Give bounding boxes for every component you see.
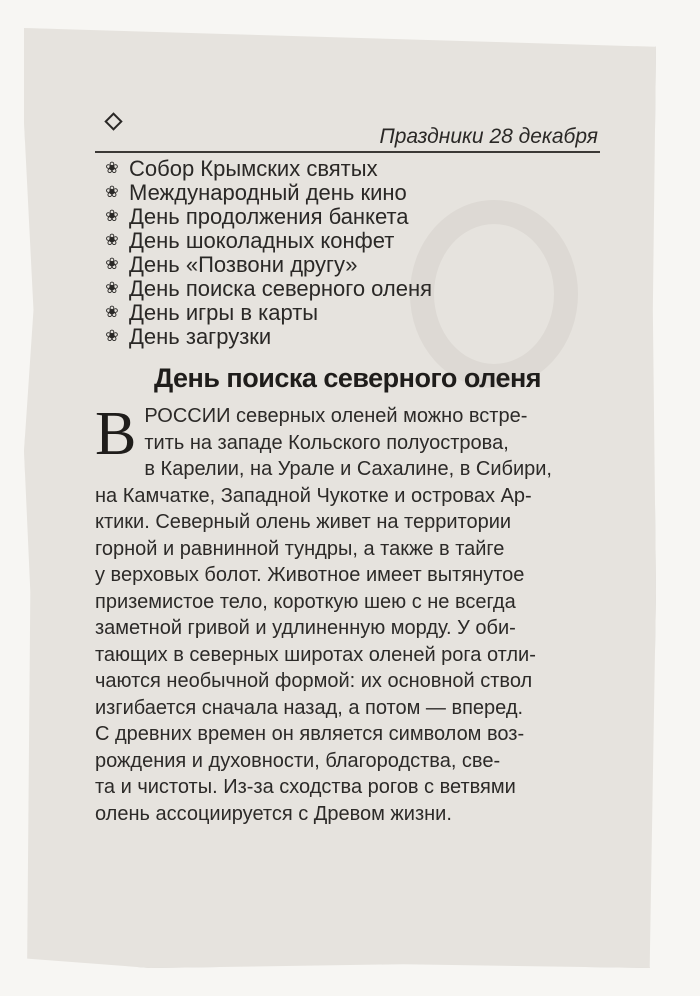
article-line: заметной гривой и удлиненную морду. У оби- [95,617,516,639]
article-line: тающих в северных широтах оленей рога отли- [95,643,536,666]
flower-bullet-icon: ❀ [105,232,119,249]
list-item [95,325,600,349]
article-line: на Камчатке, Западной Чукотке и островах Ар- [95,484,532,507]
holiday-label: День загрузки [129,324,272,349]
holiday-label: День «Позвони другу» [129,252,358,277]
article-line: та и чистоты. Из-за сходства рогов с ветвями [95,776,516,798]
article-line: в Карелии, на Урале и Сахалине, в Сибири, [144,458,552,480]
flower-bullet-icon: ❀ [105,328,119,345]
flower-bullet-icon: ❀ [105,256,119,273]
flower-bullet-icon: ❀ [105,184,119,201]
holiday-label: Международный день кино [129,180,407,205]
article-line: ктики. Северный олень живет на территории [95,511,512,533]
flower-bullet-icon: ❀ [105,304,119,321]
diamond-icon [104,112,122,130]
holiday-label: Собор Крымских святых [129,156,378,181]
article-line: горной и равнинной тундры, а также в тайге [95,537,505,560]
list-item [95,181,600,205]
list-item [95,253,600,277]
article-line: чаются необычной формой: их основной ствол [95,670,533,692]
article-line: у верховых болот. Животное имеет вытянутое [95,564,525,586]
holiday-list [95,157,600,349]
holiday-label: День игры в карты [129,300,319,325]
flower-bullet-icon: ❀ [105,160,119,177]
article-line: олень ассоциируется с Древом жизни. [95,802,452,825]
holiday-label: День продолжения банкета [129,204,409,229]
list-item [95,301,600,325]
article-title: День поиска северного оленя [153,363,542,393]
article-body [95,400,600,827]
section-title: Праздники 28 декабря [379,125,598,148]
article-line: РОССИИ северных оленей можно встре- [144,405,528,427]
drop-cap: В [95,400,137,468]
list-item [95,229,600,253]
article-line: рождения и духовности, благородства, све- [95,749,501,772]
list-item [95,157,600,181]
clipping-content [95,105,600,827]
article-line: изгибается сначала назад, а потом — вперед. [95,696,524,719]
article-line: тить на западе Кольского полуострова, [144,431,509,454]
flower-bullet-icon: ❀ [105,208,119,225]
holiday-label: День поиска северного оленя [129,276,433,301]
list-item [95,277,600,301]
article-line: приземистое тело, короткую шею с не всегда [95,590,516,613]
section-header [95,105,600,153]
list-item [95,205,600,229]
article-line: С древних времен он является символом воз- [95,723,525,745]
flower-bullet-icon: ❀ [105,280,119,297]
holiday-label: День шоколадных конфет [129,228,395,253]
